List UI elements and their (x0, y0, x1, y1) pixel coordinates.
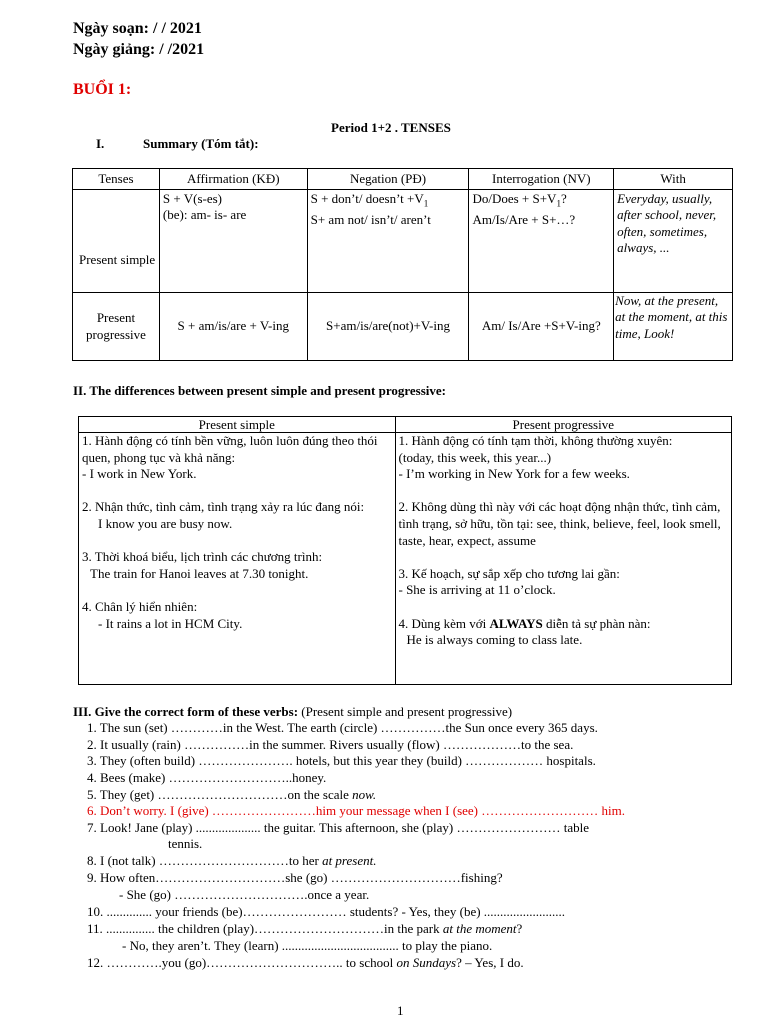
usage-1: 1. Hành động có tính bền vững, luôn luôn đúng theo thói quen, phong tục và khả năng: (82, 433, 378, 465)
interrogation-cell: Am/ Is/Are +S+V-ing? (469, 293, 614, 361)
example-2: I know you are busy now. (98, 515, 233, 531)
usage-3: 3. Thời khoá biểu, lịch trình các chương trình: (82, 549, 323, 565)
usage-3: 3. Kế hoạch, sự sắp xếp cho tương lai gần: (398, 565, 620, 581)
differences-table (78, 416, 732, 685)
table-row (73, 293, 733, 361)
affirmation-cell: S + am/is/are + V-ing (159, 293, 307, 361)
table-row (73, 190, 733, 293)
example-3: - She is arriving at 11 o’clock. (398, 582, 556, 598)
exercise-1: 1. The sun (set) …………in the West. The earth (circle) ……………the Sun once every 365 days. (87, 720, 598, 735)
table-row (79, 433, 732, 685)
tense-name: Present simple (73, 190, 160, 293)
exercise-7: 7. Look! Jane (play) .................... the guitar. This afternoon, she (play) …………………… table (87, 820, 589, 835)
usage-2: 2. Nhận thức, tình cảm, tình trạng xảy ra lúc đang nói: (82, 499, 365, 515)
page-number: 1 (397, 1003, 404, 1018)
date-prepared: Ngày soạn: / / 2021 (73, 20, 202, 37)
interrogation-line: Do/Does + $S+V_1$? (472, 191, 567, 209)
exercise-9: 9. How often…………………………she (go) …………………………fishing? (87, 870, 503, 885)
tense-name: Present progressive (73, 293, 160, 361)
exercise-2: 2. It usually (rain) ……………in the summer. Rivers usually (flow) ………………to the sea. (87, 737, 574, 752)
negation-cell (307, 190, 469, 293)
usage-1-markers: (today, this week, this year...) (398, 449, 552, 465)
affirmation-cell (159, 190, 307, 293)
exercise-7-end: tennis. (168, 836, 203, 851)
section-1-number: I. (96, 136, 105, 151)
exercise-4: 4. Bees (make) ………………………..honey. (87, 770, 327, 785)
header-present-simple: Present simple (79, 417, 396, 433)
affirmation-line: S + V(s-es) (162, 191, 223, 206)
header-with: With (614, 169, 733, 190)
usage-4: 4. Chân lý hiển nhiên: (82, 598, 198, 614)
present-simple-uses (79, 433, 396, 685)
affirmation-line: (be): am- is- are (162, 207, 247, 223)
header-tenses: Tenses (73, 169, 160, 190)
negation-line: S+ am not/ isn’t/ aren’t (310, 212, 431, 227)
interrogation-line: Am/Is/Are + S+…? (472, 212, 576, 227)
example-3: The train for Hanoi leaves at 7.30 tonight. (90, 565, 309, 581)
exercise-5: 5. They (get) …………………………on the scale now. (87, 787, 377, 802)
exercise-11: 11. ............... the children (play)…………………………in the park at the moment? (87, 921, 523, 936)
header-affirmation: Affirmation (KĐ) (159, 169, 307, 190)
exercise-10: 10. .............. your friends (be)…………………… students? - Yes, they (be) ......................... (87, 904, 566, 919)
table-header-row (73, 169, 733, 190)
exercise-6: 6. Don’t worry. I (give) ……………………him your message when I (see) ……………………… him. (87, 803, 625, 818)
section-3-title: III. Give the correct form of these verbs: (Present simple and present progressive) (73, 704, 513, 719)
section-2-title: II. The differences between present simple and present progressive: (73, 383, 447, 398)
exercise-3: 3. They (often build) …………………. hotels, but this year they (build) ……………… hospitals. (87, 753, 596, 768)
exercise-12: 12. ………….you (go)………………………….. to school on Sundays? – Yes, I do. (87, 955, 524, 970)
tenses-summary-table (72, 168, 733, 361)
interrogation-cell (469, 190, 614, 293)
exercise-8: 8. I (not talk) …………………………to her at present. (87, 853, 377, 868)
header-present-progressive: Present progressive (395, 417, 732, 433)
time-markers-cell: Everyday, usually, after school, never, often, sometimes, always, ... (614, 190, 733, 293)
negation-cell: S+am/is/are(not)+V-ing (307, 293, 469, 361)
usage-1: 1. Hành động có tính tạm thời, không thường xuyên: (398, 433, 673, 448)
table-header-row (79, 417, 732, 433)
date-taught: Ngày giảng: / /2021 (73, 41, 205, 58)
example-1: - I work in New York. (82, 466, 197, 482)
usage-2: 2. Không dùng thì này với các hoạt động nhận thức, tình cảm, tình trạng, sở hữu, tồn tại: see, think, believe, feel, look smell, taste, hear, expect, assume (398, 499, 721, 548)
header-negation: Negation (PĐ) (307, 169, 469, 190)
header-interrogation: Interrogation (NV) (469, 169, 614, 190)
example-1: - I’m working in New York for a few weeks. (398, 466, 630, 482)
exercise-9-answer: - She (go) ………………………….once a year. (119, 887, 370, 902)
period-title: Period 1+2 . TENSES (331, 120, 451, 135)
session-title: BUỔI 1: (73, 81, 132, 98)
example-4: - It rains a lot in HCM City. (98, 615, 243, 631)
example-4: He is always coming to class late. (406, 632, 583, 648)
negation-line: S + don’t/ doesn’t $+V_1$ (310, 191, 429, 209)
time-markers-cell: Now, at the present, at the moment, at this time, Look! (614, 293, 733, 361)
section-1-title: Summary (Tóm tắt): (143, 136, 259, 151)
exercise-11-answer: - No, they aren’t. They (learn) .................................... to play the piano. (122, 938, 493, 953)
present-progressive-uses (395, 433, 732, 685)
usage-4: 4. Dùng kèm với ALWAYS diễn tả sự phàn nàn: (398, 615, 651, 631)
